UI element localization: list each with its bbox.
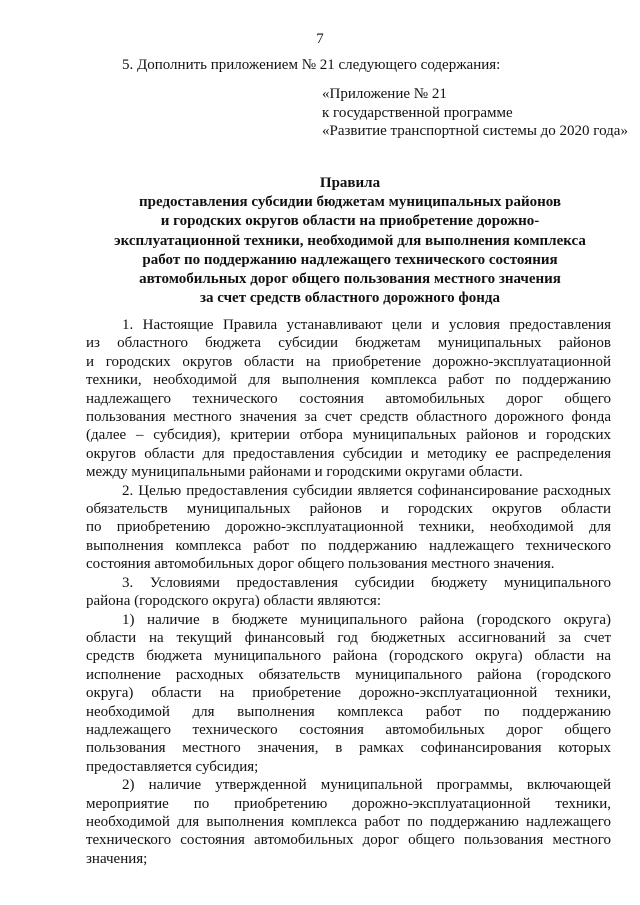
- paragraph-line: 1. Настоящие Правила устанавливают цели и условия предоставления: [122, 317, 611, 333]
- paragraph-line: состояния автомобильных дорог общего пользования местного значения.: [86, 556, 555, 573]
- paragraph-line: обязательств муниципальных районов и городских округов области: [86, 501, 611, 518]
- page-number: 7: [316, 31, 324, 47]
- document-title: [70, 174, 630, 308]
- document-body: [86, 316, 611, 868]
- paragraph-line: исполнение расходных обязательств муниципального района (городского: [86, 666, 611, 683]
- title-line: работ по поддержанию надлежащего технического состояния: [142, 251, 558, 268]
- paragraph-line: пользования местного значения, в рамках софинансирования которых: [86, 740, 611, 757]
- title-line: и городских округов области на приобретение дорожно-: [160, 213, 540, 230]
- title-line: предоставления субсидии бюджетам муниципальных районов: [139, 194, 561, 211]
- paragraph-line: надлежащего технического состояния автомобильных дорог общего: [86, 721, 611, 738]
- appendix-header-line: «Развитие транспортной системы до 2020 года»: [322, 123, 628, 139]
- paragraph-line: пользования местного значения за счет средств областного дорожного фонда: [86, 409, 611, 426]
- paragraph-line: средств бюджета муниципального района (городского округа) области на: [86, 648, 611, 665]
- title-line: эксплуатационной техники, необходимой для выполнения комплекса: [114, 232, 586, 249]
- paragraph-line: технического состояния автомобильных дорог общего пользования местного: [86, 832, 611, 849]
- paragraph-line: по приобретению дорожно-эксплуатационной техники, необходимой для: [86, 519, 611, 536]
- paragraph-line: 2) наличие утвержденной муниципальной программы, включающей: [122, 777, 611, 794]
- appendix-header: [322, 85, 634, 141]
- title-line: за счет средств областного дорожного фонда: [199, 290, 501, 307]
- paragraph: [86, 316, 611, 482]
- paragraph-line: техники, необходимой для выполнения комплекса работ по поддержанию: [86, 372, 611, 389]
- paragraph: [86, 611, 611, 777]
- paragraph-line: предоставляется субсидия;: [86, 758, 259, 775]
- paragraph-line: округа) области на приобретение дорожно-эксплуатационной техники,: [86, 685, 611, 702]
- amendment-intro: 5. Дополнить приложением № 21 следующего содержания:: [122, 57, 501, 73]
- paragraph-line: между муниципальными районами и городскими округами области.: [86, 464, 523, 481]
- paragraph-line: (далее – субсидия), критерии отбора муниципальных районов и городских: [86, 427, 611, 444]
- paragraph-line: необходимой для выполнения комплекса работ по поддержанию: [86, 703, 611, 720]
- paragraph-line: области на текущий финансовый год бюджетных ассигнований за счет: [86, 629, 611, 646]
- paragraph-line: значения;: [86, 850, 148, 867]
- appendix-header-line: к государственной программе: [322, 104, 513, 121]
- paragraph-line: выполнения комплекса работ по поддержанию надлежащего технического: [86, 537, 611, 554]
- paragraph-line: округов области для предоставления субсидии и методику ее распределения: [86, 445, 611, 462]
- paragraph-line: 2. Целью предоставления субсидии является софинансирование расходных: [122, 482, 611, 499]
- title-heading: Правила: [319, 175, 381, 191]
- paragraph: [86, 574, 611, 611]
- paragraph-line: необходимой для выполнения комплекса работ по поддержанию надлежащего: [86, 813, 611, 830]
- paragraph: [86, 482, 611, 574]
- paragraph-line: района (городского округа) области являются:: [86, 593, 381, 610]
- paragraph-line: надлежащего технического состояния автомобильных дорог общего: [86, 390, 611, 407]
- paragraph-line: из областного бюджета субсидии бюджетам муниципальных районов: [86, 335, 611, 352]
- title-line: автомобильных дорог общего пользования местного значения: [139, 271, 561, 288]
- appendix-header-line: «Приложение № 21: [322, 86, 447, 102]
- paragraph-line: мероприятие по приобретению дорожно-эксплуатационной техники,: [86, 795, 611, 812]
- paragraph: [86, 776, 611, 868]
- paragraph-line: 3. Условиями предоставления субсидии бюджету муниципального: [122, 574, 611, 591]
- paragraph-line: и городских округов области на приобретение дорожно-эксплуатационной: [86, 353, 611, 370]
- paragraph-line: 1) наличие в бюджете муниципального района (городского округа): [122, 611, 611, 628]
